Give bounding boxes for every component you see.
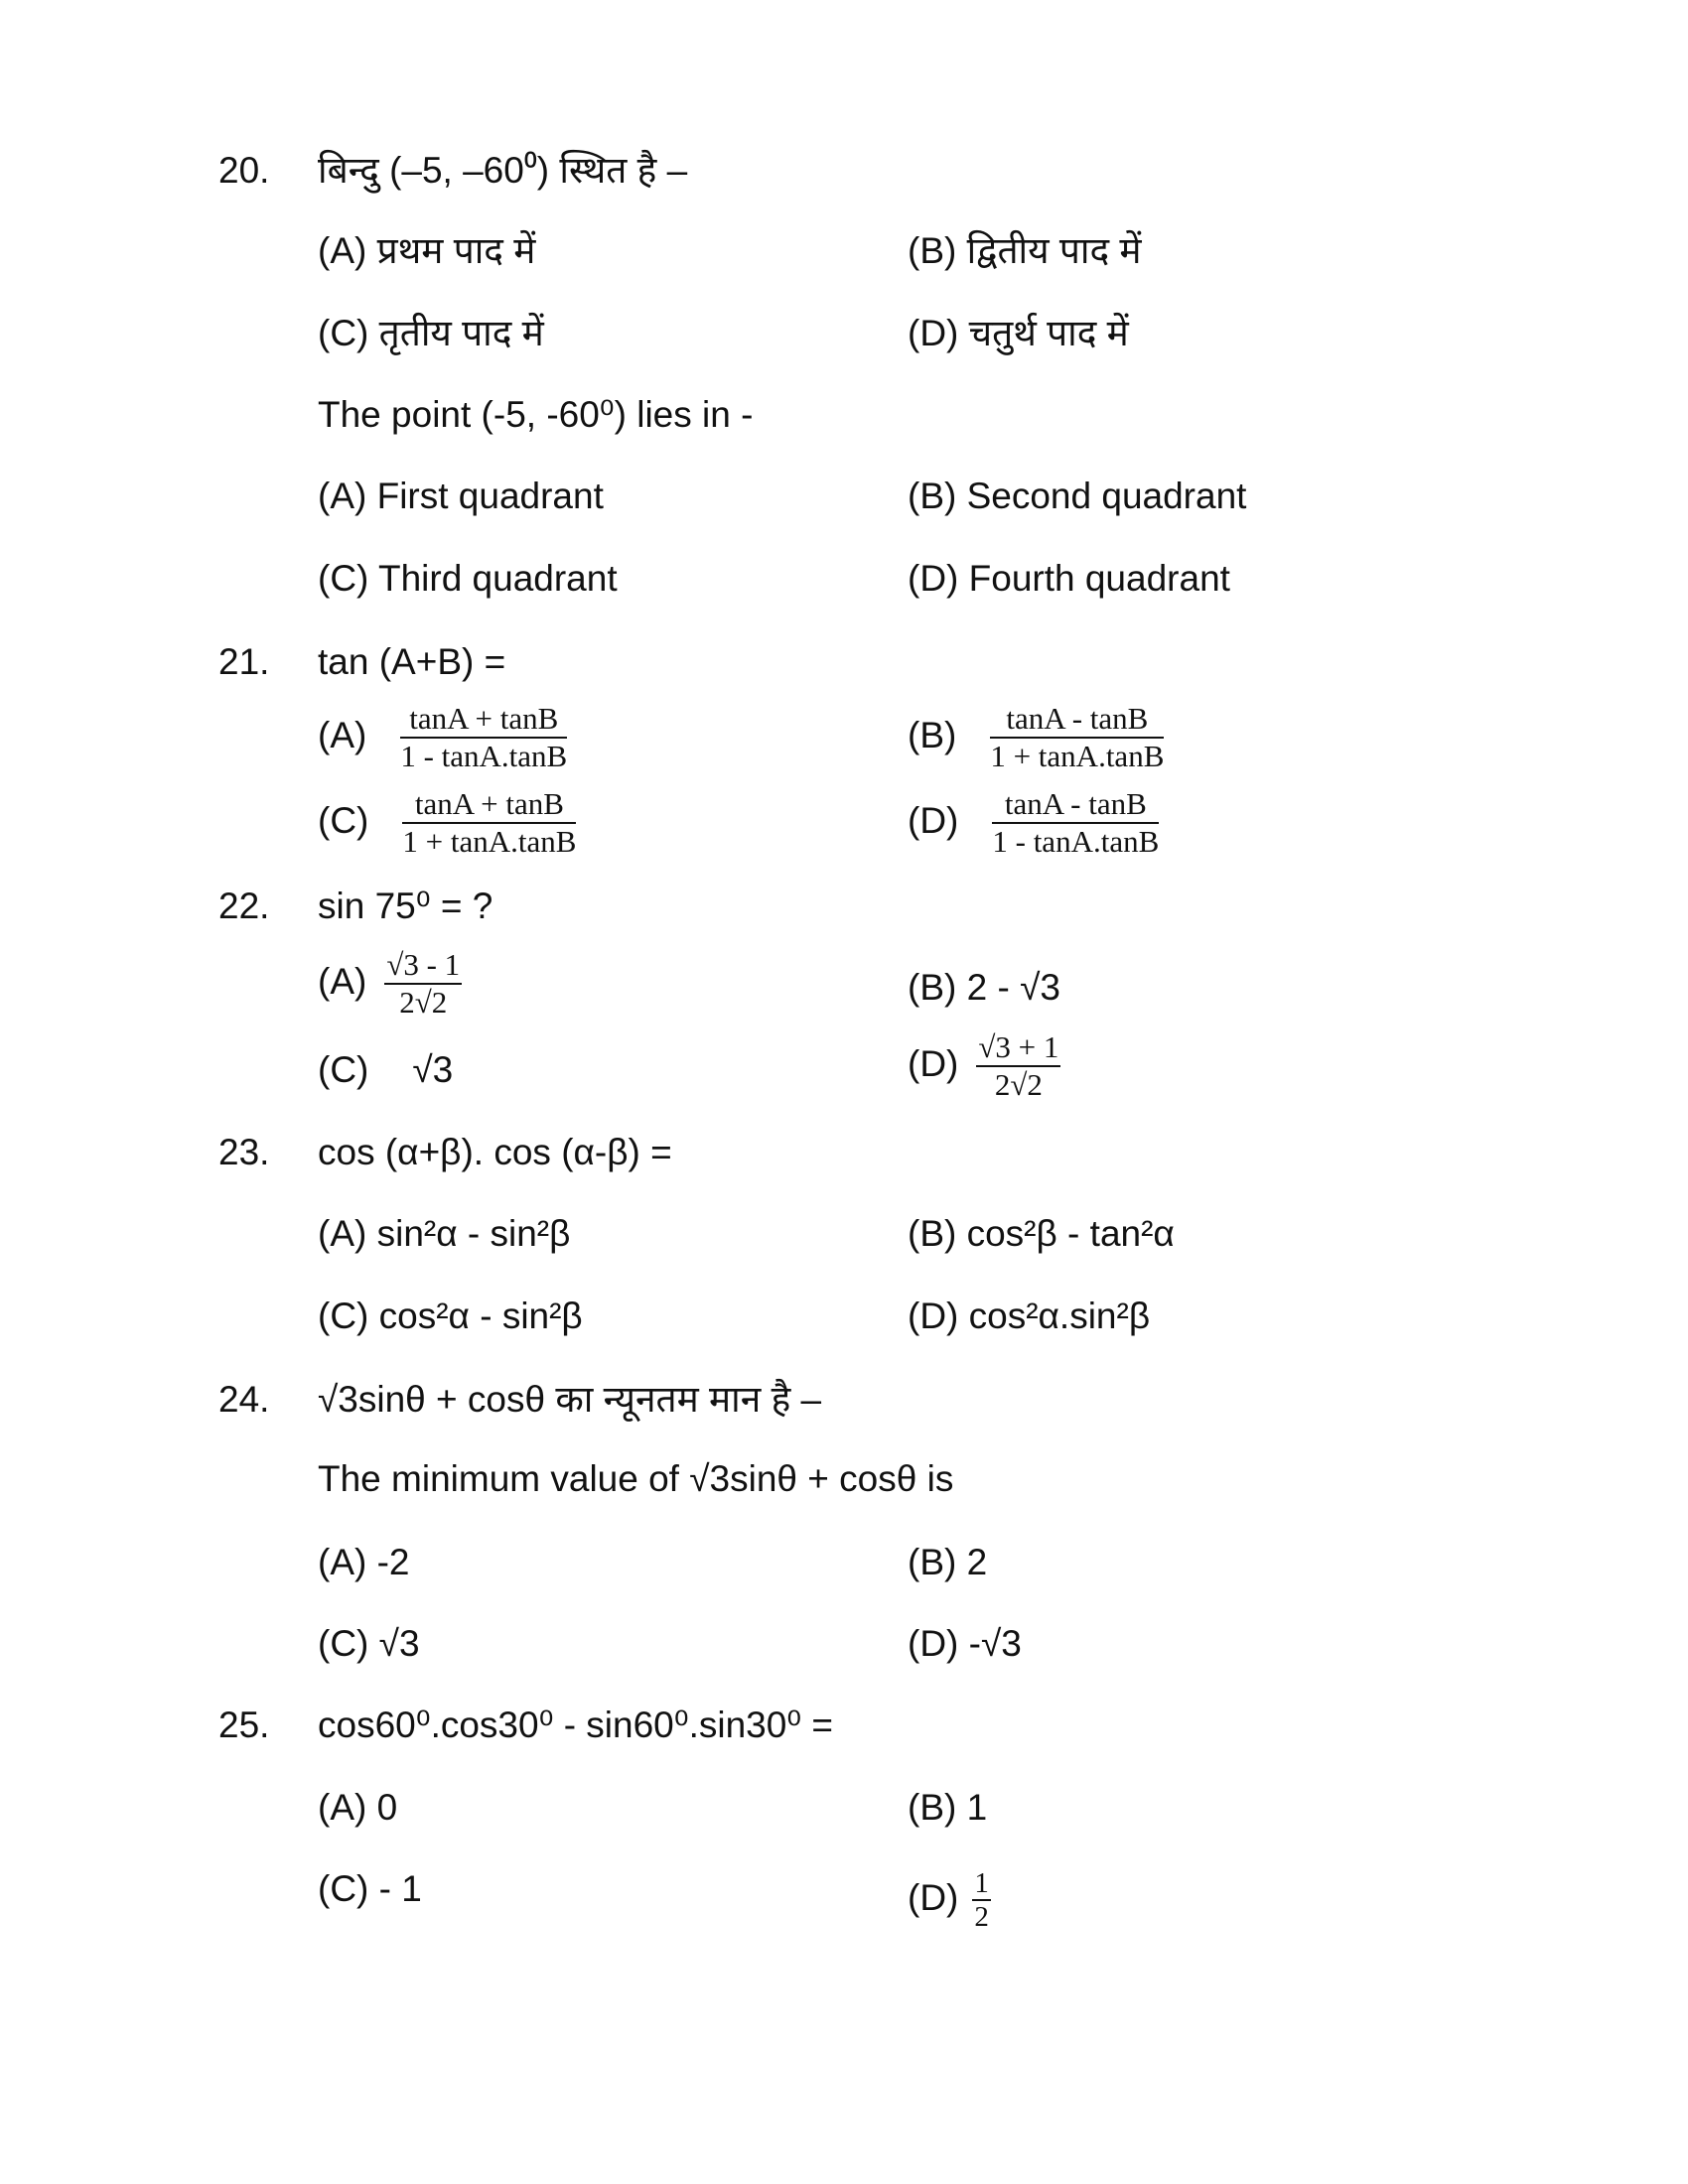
question-number: 25.	[218, 1705, 270, 1745]
numerator: tanA + tanB	[400, 701, 567, 739]
option-c	[318, 786, 576, 860]
option-d	[908, 1029, 1060, 1103]
question-number: 20.	[218, 150, 270, 191]
option-label: (B)	[908, 714, 957, 755]
option-b-hindi: (B) द्वितीय पाद में	[908, 230, 1142, 271]
option-label: (C)	[318, 1049, 369, 1090]
option-label: (A)	[318, 960, 367, 1002]
option-a: (A) sin²α - sin²β	[318, 1213, 571, 1254]
denominator: 1 - tanA.tanB	[992, 824, 1160, 859]
option-d: (D) cos²α.sin²β	[908, 1296, 1151, 1336]
option-b: (B) Second quadrant	[908, 476, 1247, 516]
numerator: tanA + tanB	[402, 786, 576, 824]
option-c-hindi: (C) तृतीय पाद में	[318, 313, 544, 353]
option-value: √3	[412, 1049, 454, 1090]
option-d	[908, 1867, 991, 1933]
option-d-hindi: (D) चतुर्थ पाद में	[908, 313, 1129, 353]
fraction	[400, 701, 567, 774]
option-label: (B)	[908, 1787, 957, 1828]
option-a: (A) First quadrant	[318, 476, 604, 516]
denominator: 1 + tanA.tanB	[990, 739, 1165, 773]
question-number: 22.	[218, 886, 270, 926]
option-d	[908, 786, 1159, 860]
question-text: tan (A+B) =	[318, 641, 506, 682]
numerator: 1	[974, 1867, 989, 1899]
option-value: 2 - √3	[966, 967, 1060, 1008]
option-a-hindi: (A) प्रथम पाद में	[318, 230, 536, 271]
option-c: (C) Third quadrant	[318, 558, 618, 599]
option-c	[318, 1867, 422, 1911]
option-a: (A) -2	[318, 1542, 410, 1582]
option-label: (B)	[908, 967, 957, 1008]
denominator: 2√2	[994, 1067, 1043, 1102]
option-a	[318, 701, 567, 774]
question-text-hindi: √3sinθ + cosθ का न्यूनतम मान है –	[318, 1379, 822, 1420]
option-c: (C) √3	[318, 1623, 420, 1664]
option-b: (B) 2	[908, 1542, 988, 1582]
numerator: tanA - tanB	[992, 786, 1159, 824]
option-c	[318, 1048, 453, 1092]
option-b	[908, 1786, 987, 1830]
fraction	[972, 1867, 991, 1933]
option-a	[318, 1786, 397, 1830]
option-b: (B) cos²β - tan²α	[908, 1213, 1175, 1254]
option-a	[318, 947, 462, 1021]
question-number: 21.	[218, 641, 270, 682]
denominator: 1 + tanA.tanB	[402, 824, 577, 859]
option-b	[908, 966, 1060, 1010]
denominator: 2√2	[399, 985, 448, 1020]
denominator: 2	[974, 1901, 989, 1933]
numerator: tanA - tanB	[990, 701, 1164, 739]
question-number: 23.	[218, 1132, 270, 1172]
option-label: (A)	[318, 714, 367, 755]
option-value: 1	[966, 1787, 988, 1828]
option-label: (D)	[908, 1876, 959, 1918]
question-text: cos60⁰.cos30⁰ - sin60⁰.sin30⁰ =	[318, 1705, 834, 1745]
option-label: (C)	[318, 799, 369, 841]
question-text: sin 75⁰ = ?	[318, 886, 493, 926]
numerator: √3 - 1	[384, 947, 462, 985]
option-label: (A)	[318, 1787, 367, 1828]
fraction	[384, 947, 462, 1021]
denominator: 1 - tanA.tanB	[400, 739, 568, 773]
option-label: (C)	[318, 1868, 369, 1909]
question-text-english: The minimum value of √3sinθ + cosθ is	[318, 1458, 954, 1499]
question-text-english: The point (-5, -60⁰) lies in -	[318, 394, 754, 435]
fraction	[976, 1029, 1060, 1103]
fraction	[402, 786, 576, 860]
question-text: cos (α+β). cos (α-β) =	[318, 1132, 672, 1172]
option-value: 0	[376, 1787, 398, 1828]
option-d: (D) -√3	[908, 1623, 1022, 1664]
option-label: (D)	[908, 1042, 959, 1084]
question-text-hindi: बिन्दु (–5, –60⁰) स्थित है –	[318, 150, 688, 191]
numerator: √3 + 1	[976, 1029, 1060, 1067]
fraction	[990, 701, 1164, 774]
question-number: 24.	[218, 1379, 270, 1420]
fraction	[992, 786, 1159, 860]
option-b	[908, 701, 1164, 774]
option-label: (D)	[908, 799, 959, 841]
option-c: (C) cos²α - sin²β	[318, 1296, 583, 1336]
option-d: (D) Fourth quadrant	[908, 558, 1230, 599]
option-value: - 1	[378, 1868, 422, 1909]
